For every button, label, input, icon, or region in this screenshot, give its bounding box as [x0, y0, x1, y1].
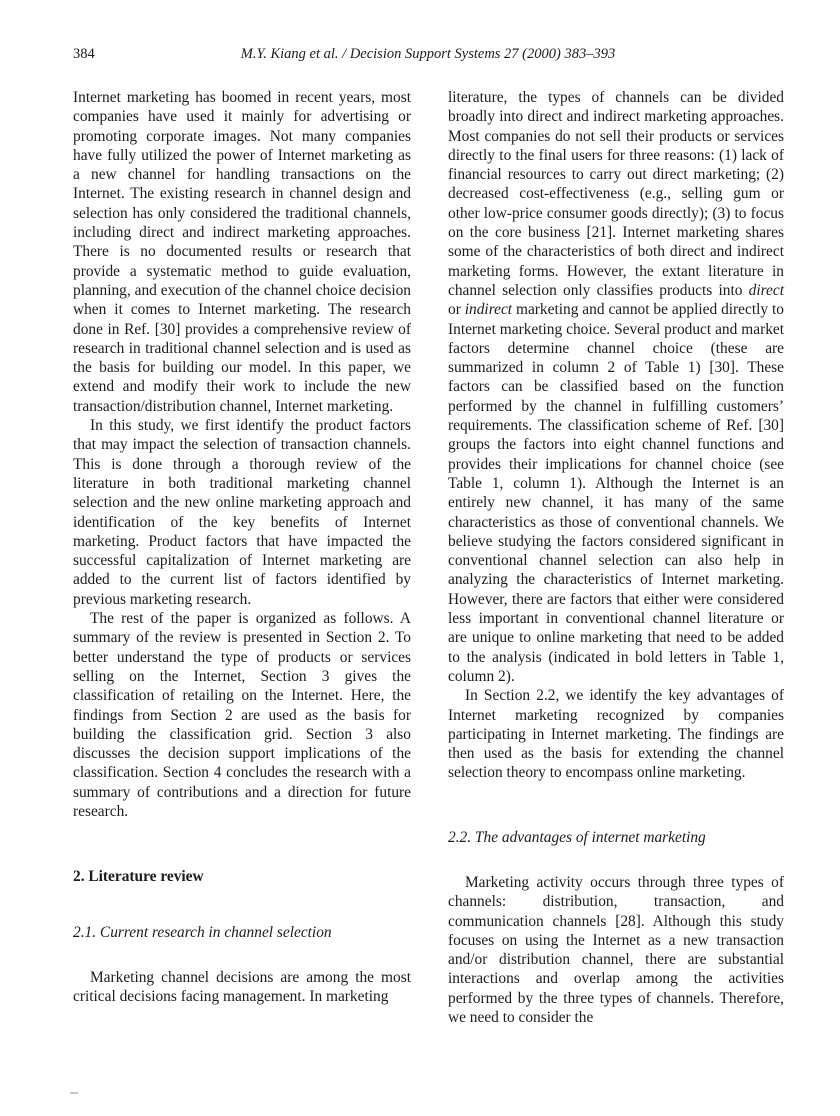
right-column	[448, 88, 784, 1027]
scan-artifact-mark	[70, 1092, 78, 1094]
paragraph-channel-decisions: Marketing channel decisions are among the most critical decisions facing management. In marketing	[73, 968, 411, 1006]
subsection-heading-channel-selection: 2.1. Current research in channel selection	[73, 923, 332, 941]
paragraph-channel-types-text-2: or	[448, 301, 465, 319]
italic-word-direct: direct	[748, 281, 784, 299]
paragraph-channel-types	[448, 88, 784, 686]
paragraph-channel-types-text-1: literature, the types of channels can be divided broadly into direct and indirect marketing approaches. Most companies do not sell their products or services directly to the final users for three reasons: (1) lack of financial resources to carry out direct marketing; (2) decreased cost-effectiveness (e.g., selling gum or other low-price consumer goods directly); (3) to focus on the core business [21]. Internet marketing shares some of the characteristics of both direct and indirect marketing forms. However, the extant literature in channel selection only classifies products into	[448, 89, 784, 299]
left-column	[73, 88, 411, 1027]
paragraph-paper-organization: The rest of the paper is organized as follows. A summary of the review is presented in Section 2. To better understand the type of products or services selling on the Internet, Section 3 gives the classification of retailing on the Internet. Here, the findings from Section 2 are used as the basis for building the classification grid. Section 3 also discusses the decision support implications of the classification. Section 4 concludes the research with a summary of contributions and a direction for future research.	[73, 610, 411, 820]
page-number: 384	[73, 46, 95, 62]
running-head: M.Y. Kiang et al. / Decision Support Systems 27 (2000) 383–393	[240, 46, 616, 62]
paragraph-intro-continued: Internet marketing has boomed in recent years, most companies have used it mainly for advertising or promoting corporate images. Not many companies have fully utilized the power of Internet marketing as a new channel for handling transactions on the Internet. The existing research in channel design and selection has only considered the traditional channels, including direct and indirect marketing approaches. There is no documented results or research that provide a systematic method to guide evaluation, planning, and execution of the channel choice decision when it comes to Internet marketing. The research done in Ref. [30] provides a comprehensive review of research in traditional channel selection and is used as the basis for building our model. In this paper, we extend and modify their work to include the new transaction/distribution channel, Internet marketing.	[73, 89, 411, 415]
italic-word-indirect: indirect	[464, 301, 513, 319]
paragraph-study-overview: In this study, we first identify the product factors that may impact the selection of transaction channels. This is done through a thorough review of the literature in both traditional marketing channel selection and the new online marketing approach and identification of the key benefits of Internet marketing. Product factors that have impacted the successful capitalization of Internet marketing are added to the current list of factors identified by previous marketing research.	[73, 417, 411, 608]
subsection-heading-advantages: 2.2. The advantages of internet marketing	[448, 828, 706, 846]
paragraph-channel-types-text-3: marketing and cannot be applied directly to Internet marketing choice. Several product and market factors determine channel choice (these are summarized in column 2 of Table 1) [30]. These factors can be classified based on the function performed by the channel in fulfilling customers’ requirements. The classification scheme of Ref. [30] groups the factors into eight channel functions and provides their implications for channel choice (see Table 1, column 1). Although the Internet is an entirely new channel, it has many of the same characteristics as those of conventional channels. We believe studying the factors considered significant in conventional channel selection can also help in analyzing the characteristics of Internet marketing. However, there are factors that either were considered less important in conventional channel literature or are unique to online marketing that need to be added to the analysis (indicated in bold letters in Table 1, column 2).	[448, 301, 784, 685]
paragraph-section22-preview: In Section 2.2, we identify the key advantages of Internet marketing recognized by companies participating in Internet marketing. The findings are then used as the basis for extending the channel selection theory to encompass online marketing.	[448, 687, 784, 782]
paragraph-marketing-activity: Marketing activity occurs through three types of channels: distribution, transaction, and communication channels [28]. Although this study focuses on using the Internet as a new transaction and/or distribution channel, there are substantial interactions and overlap among the activities performed by the three types of channels. Therefore, we need to consider the	[448, 873, 784, 1027]
section-heading-literature-review: 2. Literature review	[73, 868, 204, 886]
page-header	[73, 46, 783, 66]
article-body	[73, 88, 784, 1027]
